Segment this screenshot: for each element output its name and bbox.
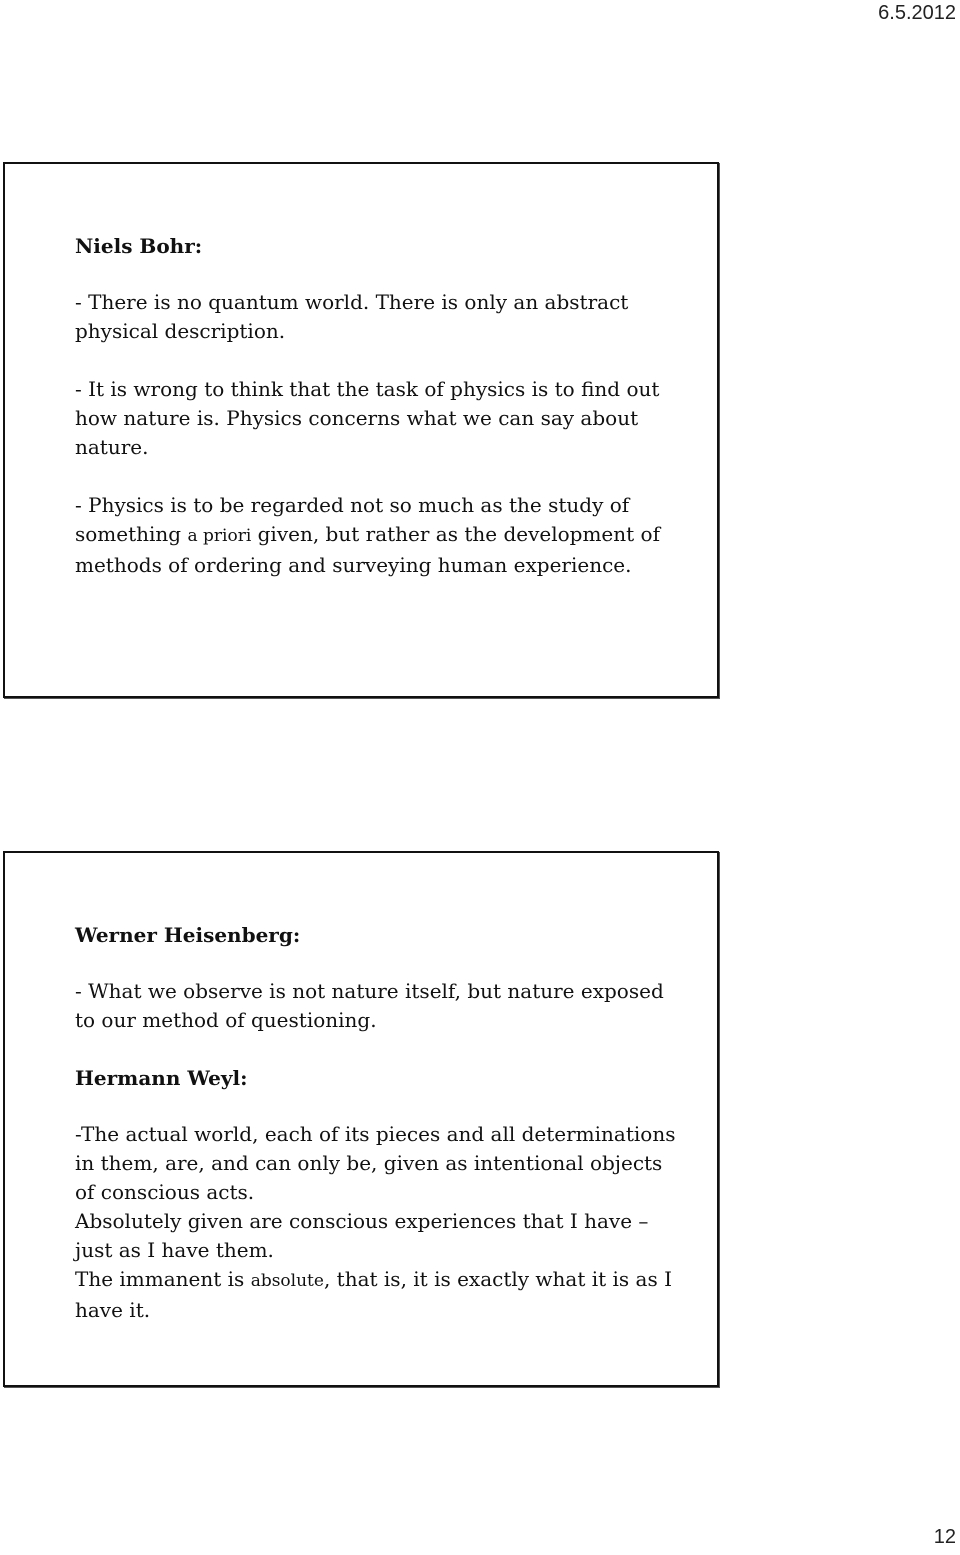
quote-term: a priori [187,526,252,546]
speaker-name: Werner Heisenberg: [75,923,301,947]
quote: Absolutely given are conscious experiences that I have – just as I have them. [75,1209,649,1262]
slide-content [75,232,677,609]
quote [75,491,677,580]
quote: -The actual world, each of its pieces and all determinations in them, are, and can only be, given as intentional objects of conscious acts. [75,1122,676,1204]
quote: - It is wrong to think that the task of physics is to find out how nature is. Physics concerns what we can say about nature. [75,377,660,459]
slide-bohr [3,162,719,698]
quote-term: absolute [250,1271,324,1291]
speaker-name: Niels Bohr: [75,234,203,258]
page-number: 12 [933,1526,956,1548]
quote-text: , that is, it is exactly what it is as I have it. [75,1267,672,1322]
quote: - There is no quantum world. There is only an abstract physical description. [75,290,629,343]
page-date: 6.5.2012 [878,2,956,24]
quote-text: The immanent is [75,1267,251,1291]
speaker-name: Hermann Weyl: [75,1066,248,1090]
quote-text: - Physics is to be regarded not so much as the study of something [75,493,630,546]
quote [75,1265,677,1325]
slide-heisenberg-weyl [3,851,719,1387]
quote: - What we observe is not nature itself, but nature exposed to our method of questioning. [75,979,664,1032]
quote-text: given, but rather as the development of methods of ordering and surveying human experience. [75,522,660,577]
slide-content [75,921,677,1325]
